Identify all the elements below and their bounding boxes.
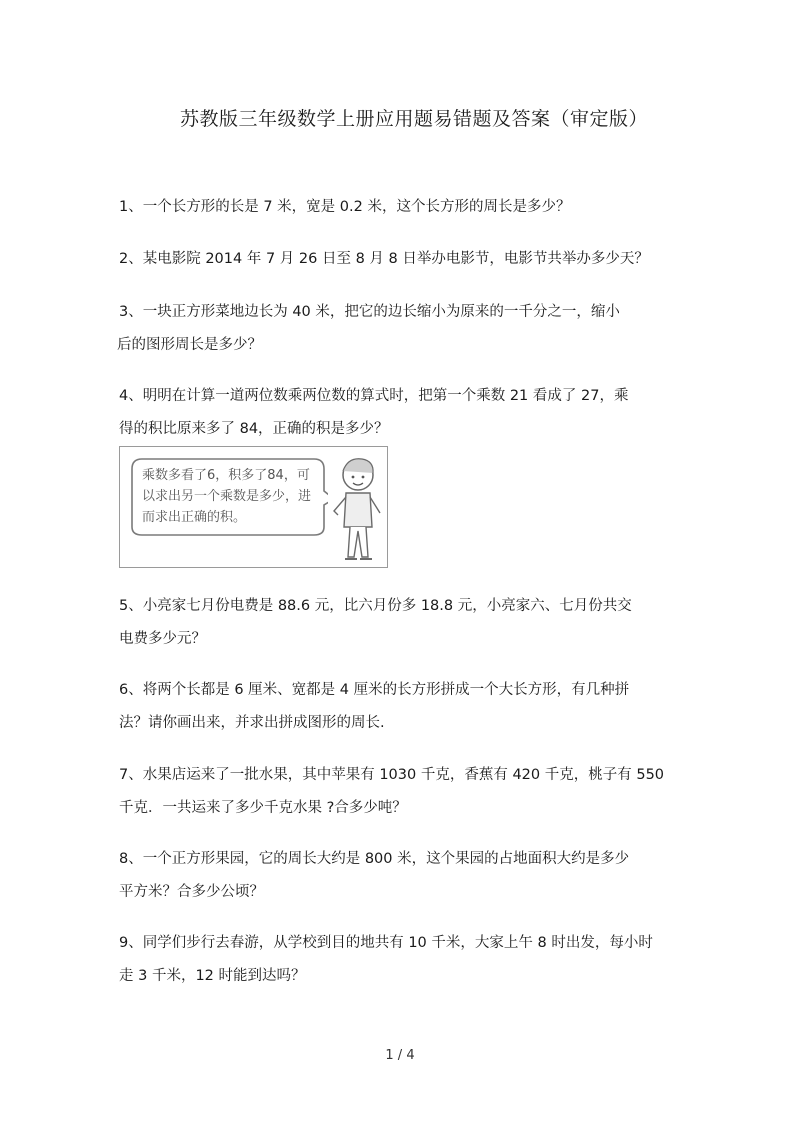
question-line: 平方米？合多少公顷？ <box>119 884 264 900</box>
boy-figure-icon <box>328 453 386 567</box>
question-1 <box>119 191 679 224</box>
hint-illustration <box>119 446 388 568</box>
page-number: 1 / 4 <box>385 1048 415 1063</box>
question-3 <box>119 296 679 362</box>
question-7 <box>119 759 679 825</box>
speech-text: 乘数多看了6，积多了84，可以求出另一个乘数是多少，进而求出正确的积。 <box>142 468 312 525</box>
question-line: 3、一块正方形菜地边长为 40 米，把它的边长缩小为原来的一千分之一，缩小 <box>119 304 620 320</box>
question-8 <box>119 843 679 909</box>
question-line: 电费多少元？ <box>119 631 206 647</box>
question-line: 千克．一共运来了多少千克水果 ?合多少吨？ <box>119 800 407 816</box>
question-line: 法？请你画出来，并求出拼成图形的周长. <box>119 715 385 731</box>
question-line: 6、将两个长都是 6 厘米、宽都是 4 厘米的长方形拼成一个大长方形，有几种拼 <box>119 682 630 698</box>
question-9 <box>119 927 679 993</box>
question-line: 8、一个正方形果园，它的周长大约是 800 米，这个果园的占地面积大约是多少 <box>119 851 630 867</box>
question-5 <box>119 590 679 656</box>
question-6 <box>119 674 679 740</box>
question-line: 1、一个长方形的长是 7 米，宽是 0.2 米，这个长方形的周长是多少？ <box>119 199 571 215</box>
question-line: 9、同学们步行去春游，从学校到目的地共有 10 千米，大家上午 8 时出发，每小时 <box>119 935 653 951</box>
question-line: 2、某电影院 2014 年 7 月 26 日至 8 月 8 日举办电影节，电影节共举办多少天？ <box>119 251 649 267</box>
question-line: 走 3 千米，12 时能到达吗？ <box>119 968 306 984</box>
question-line: 7、水果店运来了一批水果，其中苹果有 1030 千克，香蕉有 420 千克，桃子有 550 <box>119 767 665 783</box>
question-line: 4、明明在计算一道两位数乘两位数的算式时，把第一个乘数 21 看成了 27，乘 <box>119 388 629 404</box>
question-line: 得的积比原来多了 84，正确的积是多少？ <box>119 421 389 437</box>
question-line: 后的图形周长是多少？ <box>117 337 262 353</box>
question-2 <box>119 243 679 276</box>
question-4 <box>119 380 679 446</box>
page-title: 苏教版三年级数学上册应用题易错题及答案（审定版） <box>179 108 648 130</box>
question-line: 5、小亮家七月份电费是 88.6 元，比六月份多 18.8 元，小亮家六、七月份共交 <box>119 598 632 614</box>
